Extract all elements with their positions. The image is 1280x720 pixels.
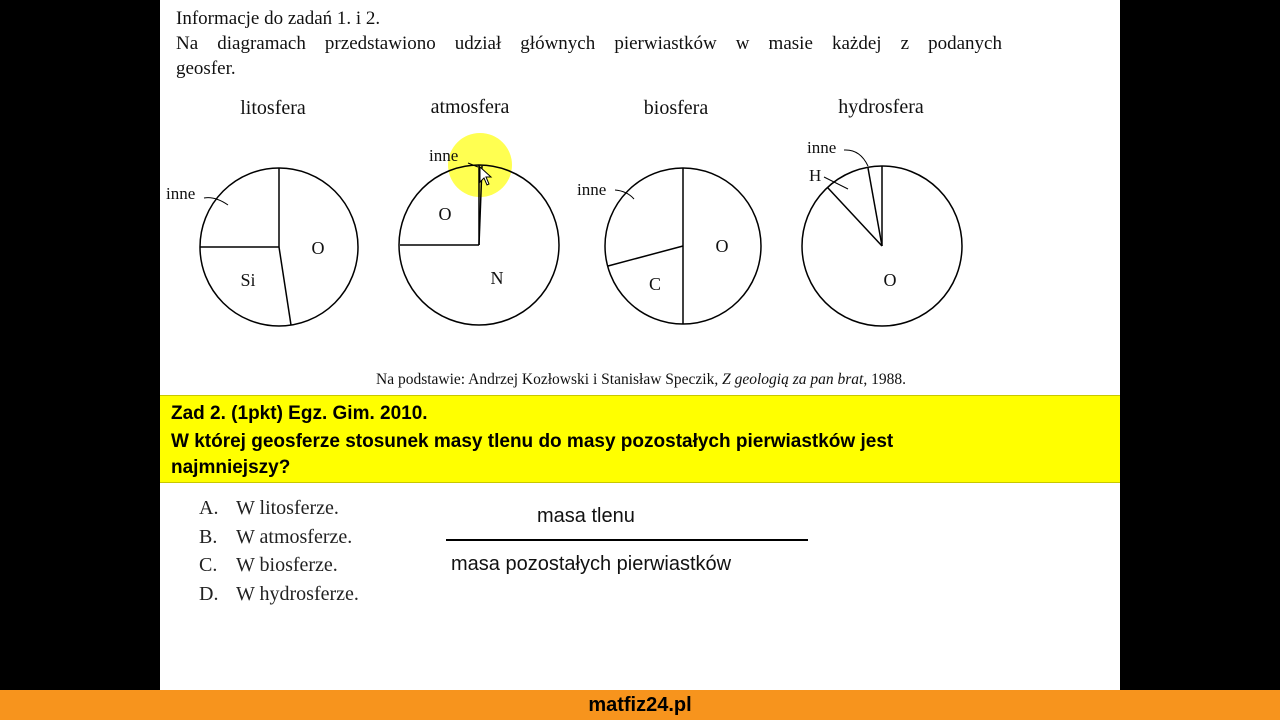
source-prefix: Na podstawie: Andrzej Kozłowski i Stanisław Speczik,	[376, 371, 723, 388]
hydrosphere-title: hydrosfera	[838, 96, 924, 118]
question-box	[160, 395, 1120, 483]
lithosphere-label-o: O	[311, 238, 325, 258]
fraction-denominator: masa pozostałych pierwiastków	[451, 553, 732, 575]
answer-option-c[interactable]	[199, 551, 359, 580]
biosphere-label-c: C	[648, 274, 662, 294]
site-name: matfiz24.pl	[588, 694, 692, 716]
site-footer	[0, 690, 1280, 720]
biosphere-label-inne: inne	[577, 180, 607, 199]
source-suffix: , 1988.	[863, 371, 906, 388]
hydrosphere-label-o: O	[883, 270, 897, 290]
answer-option-d[interactable]	[199, 580, 359, 609]
worksheet-page	[160, 0, 1120, 690]
hydrosphere-inne-leader	[844, 150, 868, 166]
fraction-bar	[446, 539, 808, 541]
answer-text: W biosferze.	[236, 554, 338, 576]
biosphere-divider-c	[608, 246, 683, 266]
question-text: W której geosferze stosunek masy tlenu do masy pozostałych pierwiastków jest najmniejszy?	[171, 431, 894, 478]
atmosphere-label-inne: inne	[429, 146, 459, 165]
answer-letter: B.	[199, 525, 218, 548]
fraction-numerator: masa tlenu	[537, 505, 635, 527]
intro-line-2: Na diagramach przedstawiono udział głównych pierwiastków w masie każdej z podanych	[176, 33, 1002, 54]
lithosphere-divider-bottom	[279, 247, 291, 325]
source-citation	[376, 371, 906, 389]
lithosphere-inne-leader	[204, 198, 228, 205]
hydrosphere-label-inne: inne	[807, 138, 837, 157]
question-header: Zad 2. (1pkt) Egz. Gim. 2010.	[171, 403, 428, 424]
answer-text: W atmosferze.	[236, 525, 353, 548]
atmosphere-title: atmosfera	[430, 96, 510, 118]
lithosphere-label-si: Si	[240, 270, 256, 290]
biosphere-label-o: O	[715, 236, 729, 256]
answer-text: W litosferze.	[236, 497, 339, 519]
answer-letter: C.	[199, 554, 218, 576]
geosphere-pie-charts	[160, 0, 1120, 370]
biosphere-title: biosfera	[643, 97, 709, 119]
lithosphere-label-inne: inne	[166, 184, 196, 203]
atmosphere-label-o: O	[438, 204, 452, 224]
answer-letter: D.	[199, 582, 219, 605]
lithosphere-title: litosfera	[240, 97, 306, 119]
intro-heading: Informacje do zadań 1. i 2.	[176, 8, 381, 29]
answer-text: W hydrosferze.	[236, 582, 359, 605]
answer-option-b[interactable]	[199, 523, 359, 552]
answer-letter: A.	[199, 497, 219, 519]
source-book-title: Z geologią za pan brat	[722, 371, 864, 388]
hydrosphere-label-h: H	[809, 166, 822, 185]
answer-options	[199, 494, 359, 608]
atmosphere-label-n: N	[490, 268, 504, 288]
answer-option-a[interactable]	[199, 494, 359, 523]
intro-line-3: geosfer.	[176, 58, 236, 79]
